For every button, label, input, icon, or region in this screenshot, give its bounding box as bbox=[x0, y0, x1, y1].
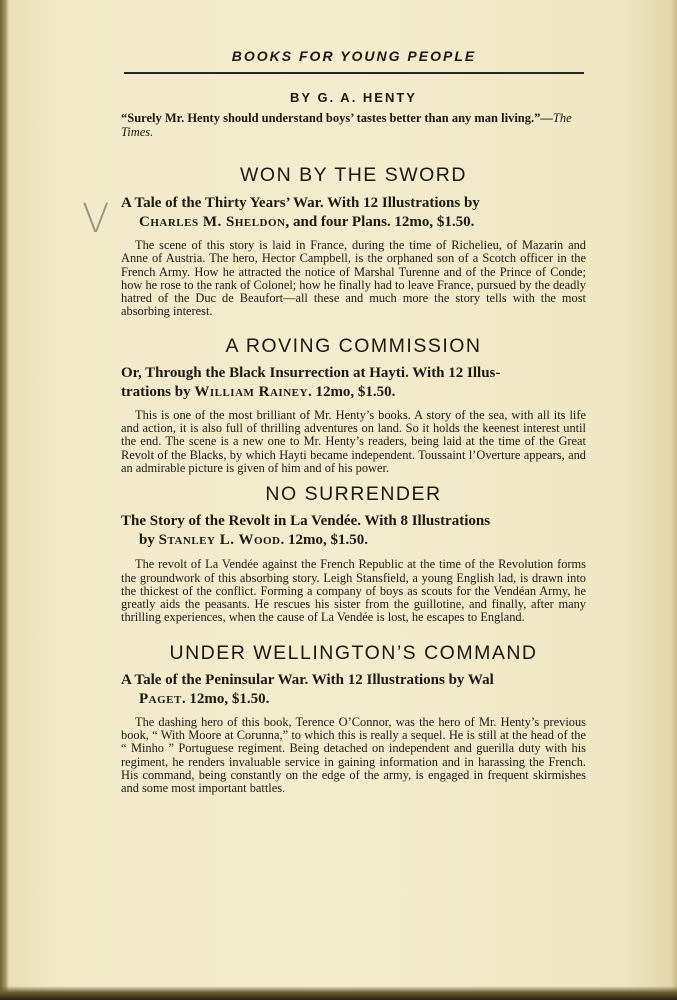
book-subtitle bbox=[121, 364, 586, 402]
quote-text: “Surely Mr. Henty should understand boys’ tastes better than any man living.”— bbox=[121, 111, 553, 125]
subtitle-line: Or, Through the Black Insurrection at Hayti. With 12 Illus- bbox=[121, 364, 501, 381]
book-title: WON BY THE SWORD bbox=[240, 164, 467, 186]
author-by-line: BY G. A. HENTY bbox=[290, 90, 417, 105]
subtitle-line bbox=[121, 213, 586, 232]
subtitle-prefix: trations by bbox=[121, 383, 195, 400]
author-quote bbox=[121, 111, 586, 139]
price-text: , and four Plans. 12mo, $1.50. bbox=[285, 214, 475, 230]
subtitle-line bbox=[121, 531, 586, 550]
running-head: BOOKS FOR YOUNG PEOPLE bbox=[231, 48, 477, 64]
quote-source: The Times. bbox=[121, 111, 572, 139]
book-description: The scene of this story is laid in France, during the time of Richelieu, of Mazarin and Anne of Austria. The hero, Hector Campbell, is the orphaned son of a Scotch officer in the French Army. How he attracted the notice of Marshal Turenne and of the Prince of Conde; how he rose to the rank of Colonel; how he finally had to leave France, pursued by the deadly hatred of the Duc de Beaufort—all these and much more the story tells with the most absorbing interest. bbox=[121, 238, 586, 319]
price-text: . 12mo, $1.50. bbox=[307, 383, 396, 400]
book-subtitle bbox=[121, 512, 586, 550]
header-rule bbox=[124, 72, 584, 74]
page-spine-shadow bbox=[0, 0, 9, 1000]
subtitle-line bbox=[121, 690, 586, 709]
subtitle-prefix: by bbox=[139, 532, 159, 549]
book-description: The dashing hero of this book, Terence O’Connor, was the hero of Mr. Henty’s previous book, “ With Moore at Corunna,” to which this is really a sequel. He is still at the head of the “ Minho ” Portuguese regiment. Being detached on independent and guerilla duty with his regiment, he renders invaluable service in gaining information and in harassing the French. His command, being constantly on the edge of the army, is engaged in frequent skirmishes and some most important battles. bbox=[121, 714, 586, 796]
subtitle-line: A Tale of the Thirty Years’ War. With 12 Illustrations by bbox=[121, 195, 480, 211]
book-description: This is one of the most brilliant of Mr. Henty’s books. A story of the sea, with all its life and action, it is also full of thrilling adventures on land. So it holds the keenest interest until the end. The scene is a new one to Mr. Henty’s readers, being laid at the time of the Great Revolt of the Blacks, by which Hayti became independent. Toussaint l’Overture appears, and an admirable picture is given of him and of his power. bbox=[121, 407, 586, 475]
book-subtitle bbox=[121, 194, 586, 232]
book-title: UNDER WELLINGTON’S COMMAND bbox=[169, 641, 538, 664]
illustrator-name: Charles M. Sheldon bbox=[139, 214, 286, 230]
illustrator-name: Stanley L. Wood bbox=[158, 532, 281, 549]
subtitle-line: The Story of the Revolt in La Vendée. With 8 Illustrations bbox=[121, 513, 491, 530]
subtitle-line bbox=[121, 384, 395, 400]
book-subtitle bbox=[121, 671, 586, 709]
page-content bbox=[121, 86, 586, 796]
book-description: The revolt of La Vendée against the French Republic at the time of the Revolution forms the groundwork of this absorbing story. Leigh Stansfield, a young English lad, is drawn into the thickest of the conflict. Forming a company of boys as scouts for the Vendéan Army, he greatly aids the peasants. He rescues his sister from the guillotine, and finally, after many thrilling experiences, when the cause of La Vendée is lost, he escapes to England. bbox=[121, 557, 586, 625]
book-title: A ROVING COMMISSION bbox=[225, 334, 482, 357]
illustrator-name: Paget bbox=[139, 690, 182, 707]
pencil-check-mark: V bbox=[82, 196, 110, 242]
illustrator-name: William Rainey bbox=[194, 383, 308, 400]
subtitle-line: A Tale of the Peninsular War. With 12 Illustrations by Wal bbox=[121, 671, 494, 688]
page-right-edge bbox=[671, 0, 677, 1000]
page-bottom-edge bbox=[0, 986, 677, 1000]
price-text: . 12mo, $1.50. bbox=[181, 690, 270, 707]
price-text: . 12mo, $1.50. bbox=[280, 532, 369, 549]
book-title: NO SURRENDER bbox=[265, 483, 442, 506]
